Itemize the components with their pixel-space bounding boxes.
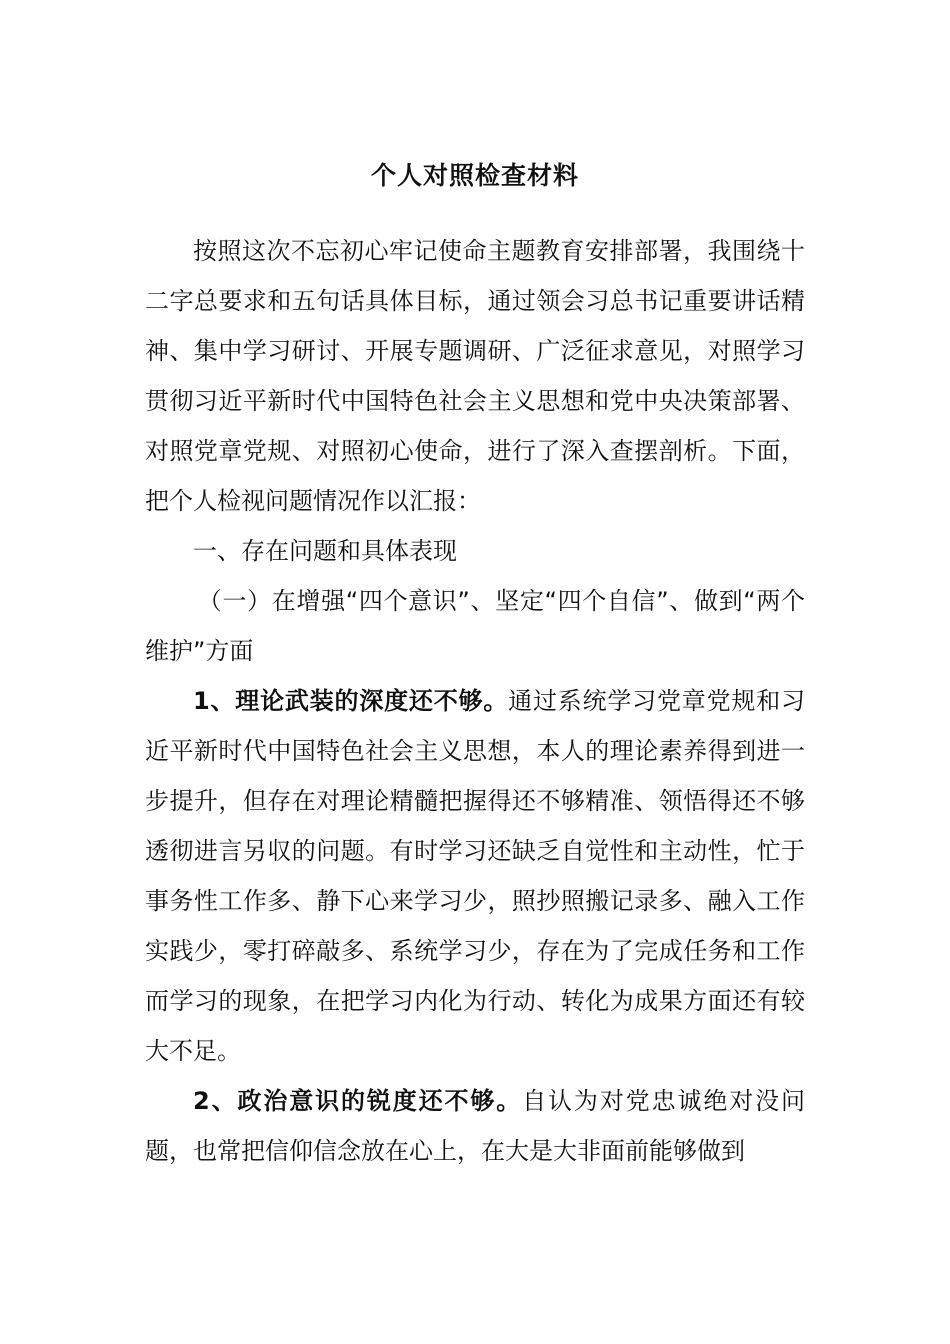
item-2-lead: 2、政治意识的锐度还不够。 [193,1087,523,1115]
paragraph-item-1 [145,676,805,1076]
section-heading-1-text: 一、存在问题和具体表现 [193,537,457,565]
paragraph-item-2 [145,1076,805,1176]
paragraph-intro-text: 按照这次不忘初心牢记使命主题教育安排部署，我围绕十二字总要求和五句话具体目标，通过领会习总书记重要讲话精神、集中学习研讨、开展专题调研、广泛征求意见，对照学习贯彻习近平新时代中国特色社会主义思想和党中央决策部署、对照党章党规、对照初心使命，进行了深入查摆剖析。下面，把个人检视问题情况作以汇报： [145,237,805,515]
item-1-text: 通过系统学习党章党规和习近平新时代中国特色社会主义思想，本人的理论素养得到进一步提升，但存在对理论精髓把握得还不够精准、领悟得还不够透彻进言另収的问题。有时学习还缺乏自觉性和主动性，忙于事务性工作多、静下心来学习少，照抄照搬记录多、融入工作实践少，零打碎敲多、系统学习少，存在为了完成任务和工作而学习的现象，在把学习内化为行动、转化为成果方面还有较大不足。 [145,687,805,1065]
subsection-heading-1 [145,576,805,676]
item-2-text: 自认为对党忠诚绝对没问题，也常把信仰信念放在心上，在大是大非面前能够做到 [145,1087,805,1165]
section-heading-1 [145,526,805,576]
subsection-heading-1-text: （一）在增强“四个意识”、坚定“四个自信”、做到“两个维护”方面 [145,587,805,665]
document-title: 个人对照检查材料 [370,161,579,190]
document-body [145,226,805,1176]
paragraph-intro [145,226,805,526]
item-1-lead: 1、理论武装的深度还不够。 [193,687,509,715]
